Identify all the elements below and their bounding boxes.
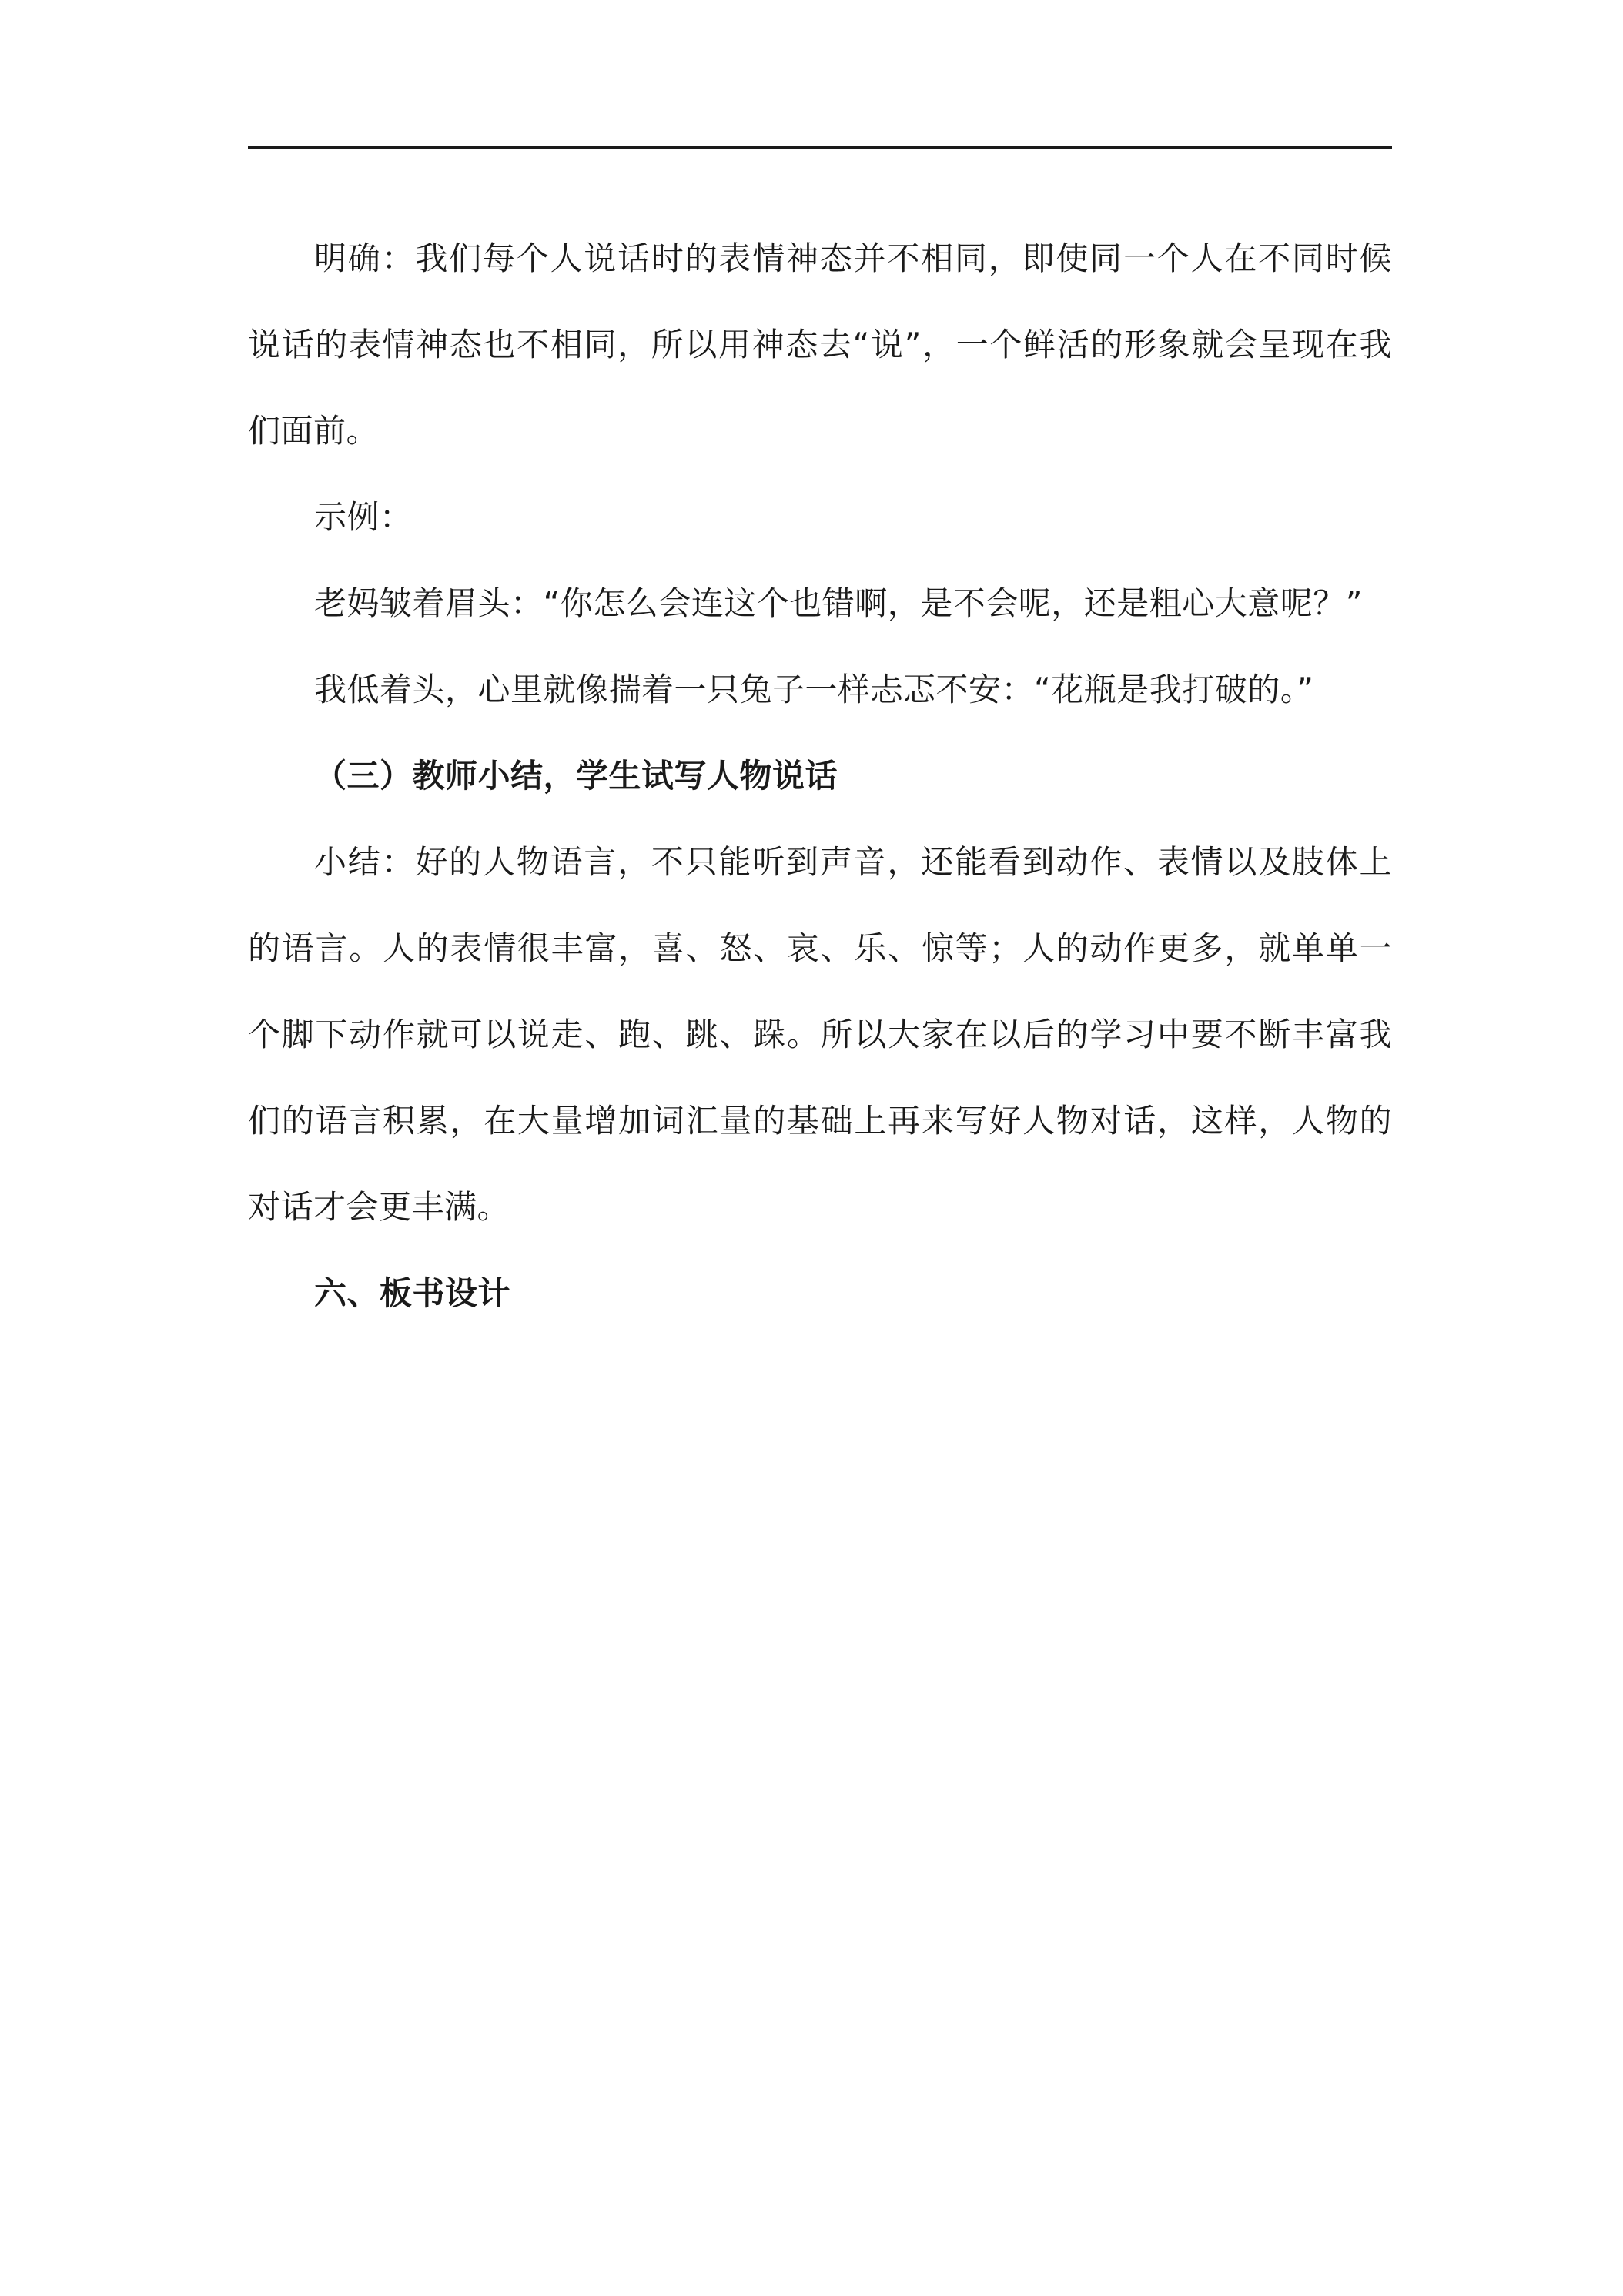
section-heading-board-design: 六、板书设计 <box>314 1274 511 1312</box>
paragraph-example-mother: 老妈皱着眉头：“你怎么会连这个也错啊，是不会呢，还是粗心大意呢？” <box>314 584 1364 622</box>
header-rule <box>248 146 1392 149</box>
paragraph-summary: 小结：好的人物语言，不只能听到声音，还能看到动作、表情以及肢体上的语言。人的表情很丰富，喜、怒、哀、乐、惊等；人的动作更多，就单单一个脚下动作就可以说走、跑、跳、跺。所以大家在以后的学习中要不断丰富我们的语言积累，在大量增加词汇量的基础上再来写好人物对话，这样，人物的对话才会更丰满。 <box>248 843 1392 1226</box>
document-body <box>248 216 1392 1337</box>
section-heading-teacher-summary: （三）教师小结，学生试写人物说话 <box>314 757 838 795</box>
paragraph-example-me: 我低着头，心里就像揣着一只兔子一样忐忑不安：“花瓶是我打破的。” <box>314 671 1314 708</box>
paragraph-explanation: 明确：我们每个人说话时的表情神态并不相同，即使同一个人在不同时候说话的表情神态也不相同，所以用神态去“说”，一个鲜活的形象就会呈现在我们面前。 <box>248 239 1392 450</box>
paragraph-example-label: 示例： <box>314 498 413 536</box>
